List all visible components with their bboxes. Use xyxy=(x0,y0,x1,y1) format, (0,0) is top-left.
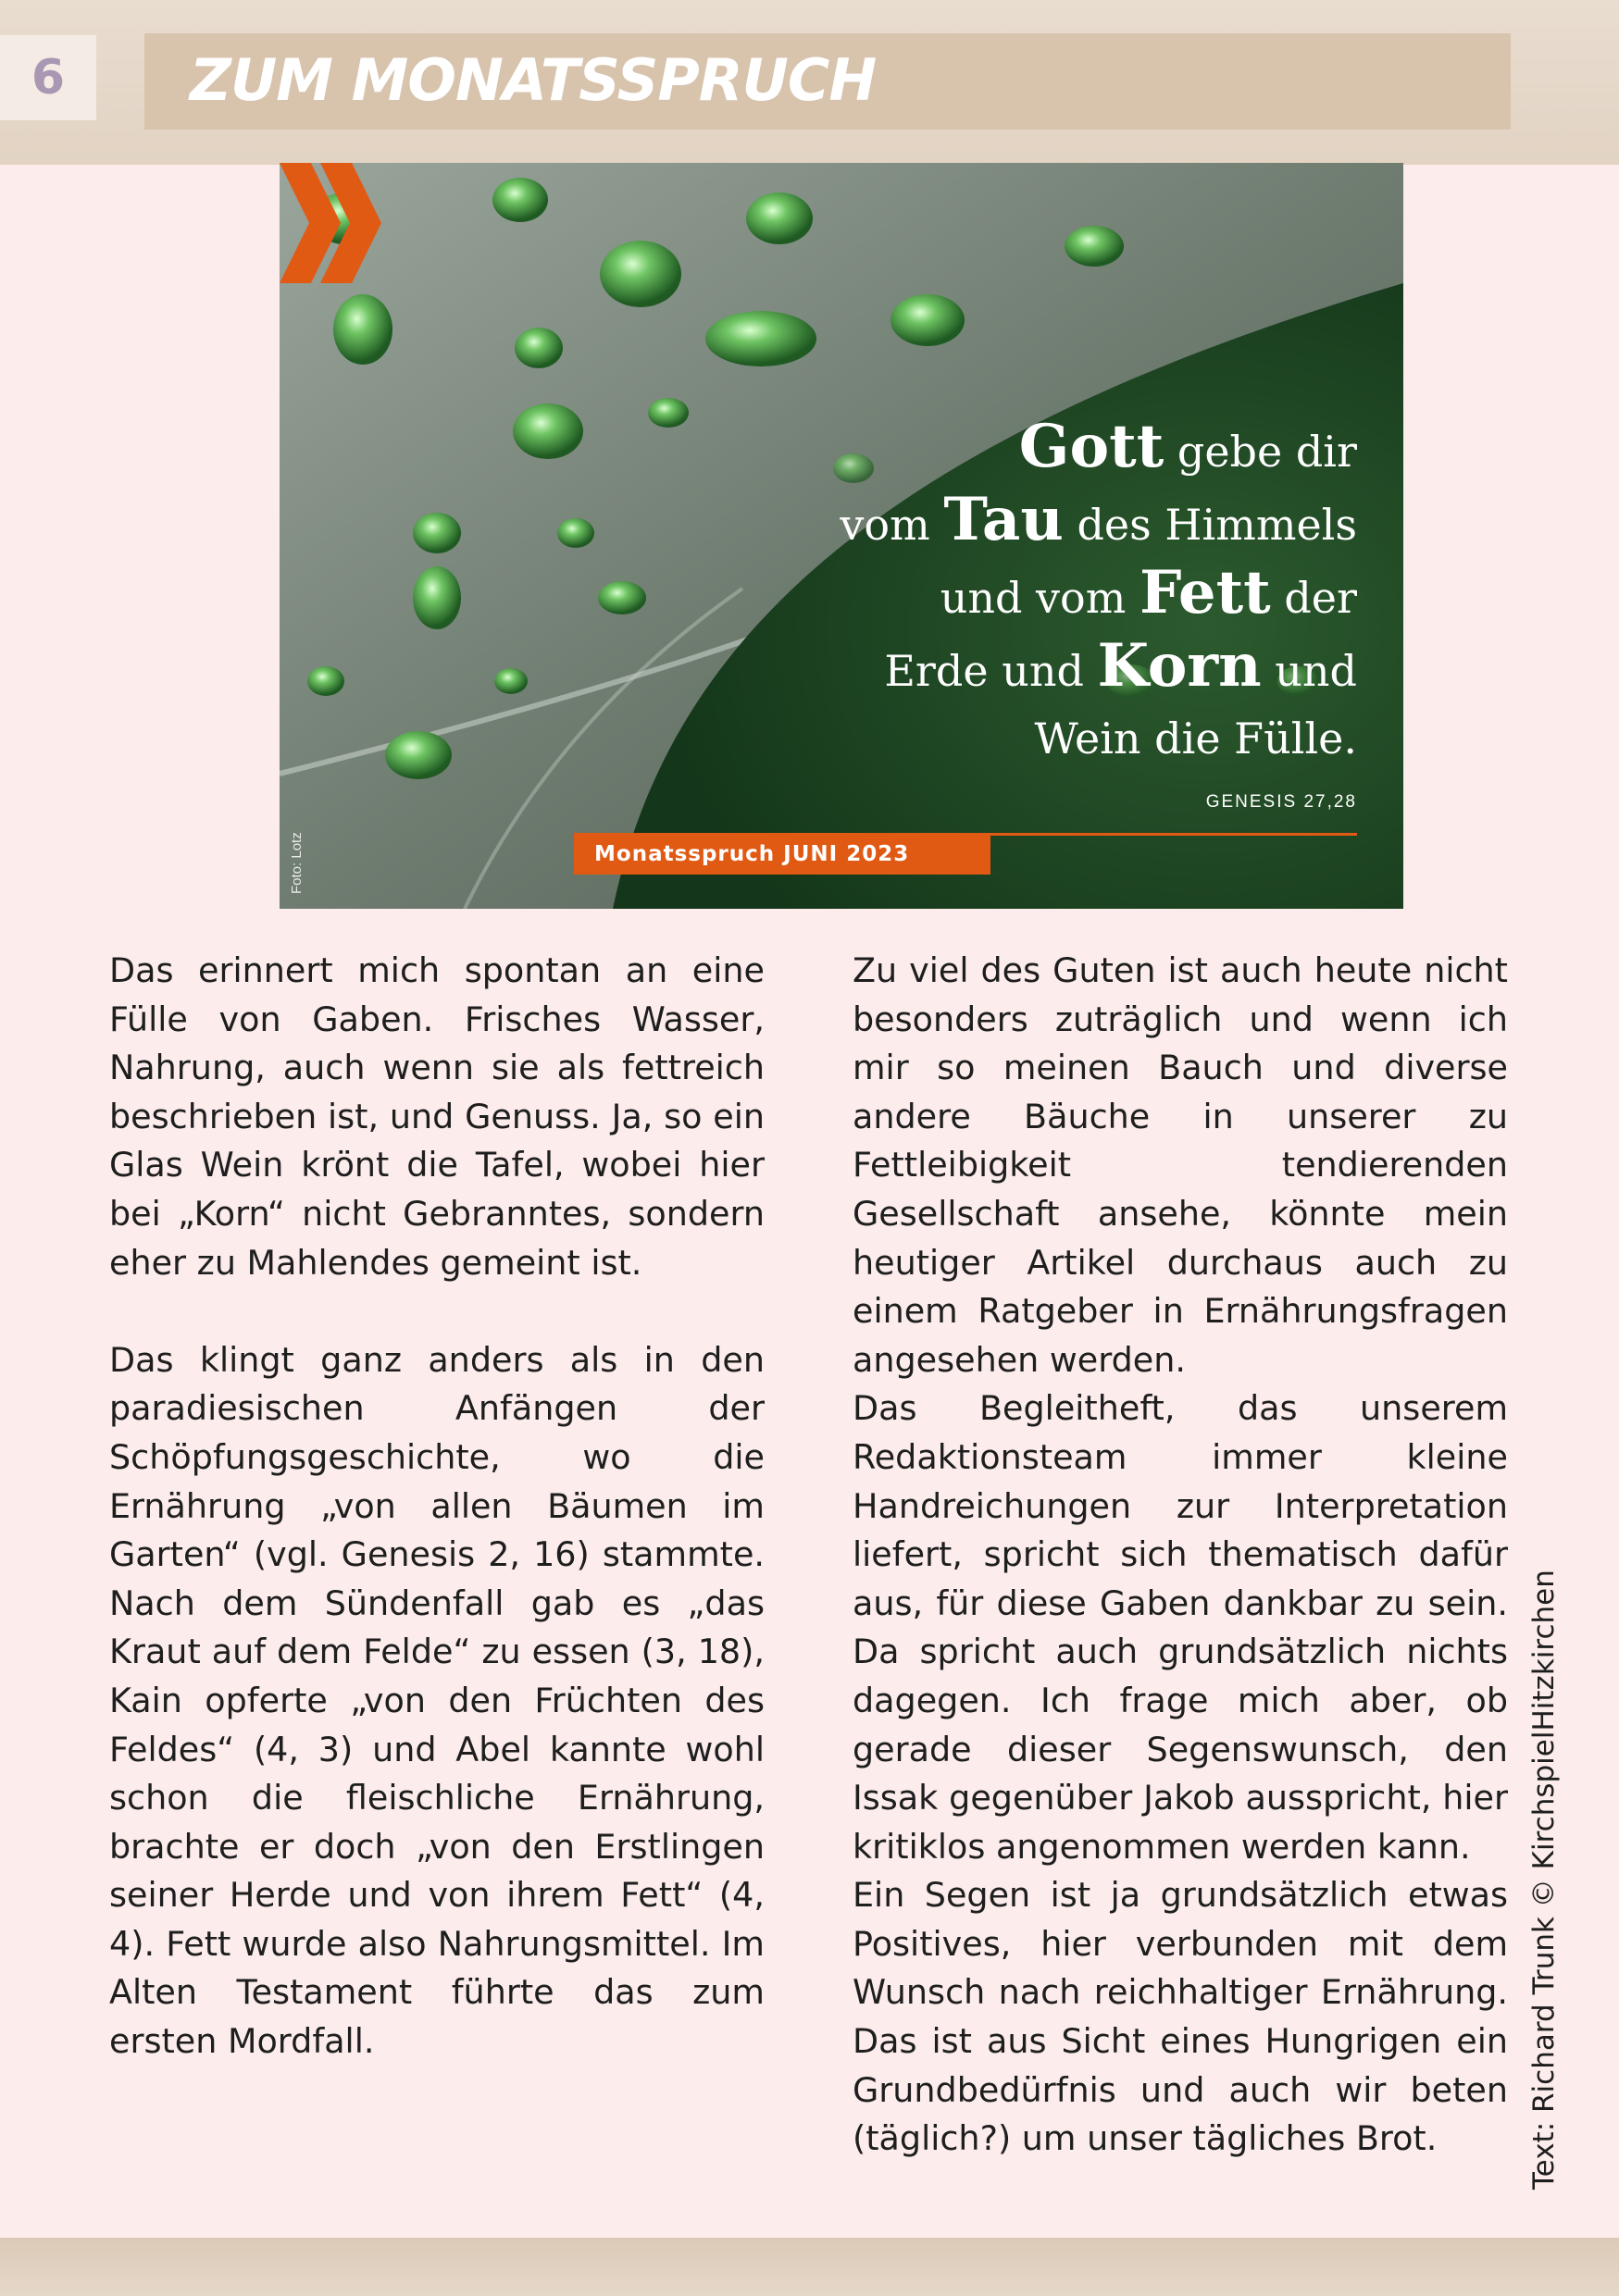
verse-line: Wein die Fülle. xyxy=(1034,714,1357,763)
article-column-left xyxy=(109,947,765,2066)
paragraph: Das Begleitheft, das unserem Redaktionsteam immer kleine Handreichungen zur Interpretation liefert, spricht sich thematisch dafür aus, für diese Gaben dankbar zu sein. Da spricht auch grundsätzlich nichts dagegen. Ich frage mich aber, ob gerade dieser Segenswunsch, den Issak gegenüber Jakob ausspricht, hier kritiklos angenommen werden kann. xyxy=(853,1388,1508,1867)
author-credit: Text: Richard Trunk © KirchspielHitzkirchen xyxy=(1527,1570,1561,2190)
photo-credit: Foto: Lotz xyxy=(289,832,305,894)
footer-background xyxy=(0,2238,1619,2296)
page-title: ZUM MONATSSPRUCH xyxy=(190,46,877,114)
verse-line: und vom Fett der xyxy=(940,558,1357,627)
paragraph: Das klingt ganz anders als in den paradiesischen Anfängen der Schöpfungsgeschichte, wo die Ernährung „von allen Bäumen im Garten“ (vgl. Genesis 2, 16) stammte. Nach dem Sündenfall gab es „das Kraut auf dem Felde“ zu essen (3, 18), Kain opferte „von den Früchten des Feldes“ (4, 3) und Abel kannte wohl schon die fleischliche Ernährung, brachte er doch „von den Erstlingen seiner Herde und von ihrem Fett“ (4, 4). Fett wurde also Nahrungsmittel. Im Alten Testament führte das zum ersten Mordfall. xyxy=(109,1339,765,2062)
paragraph: Zu viel des Guten ist auch heute nicht besonders zuträglich und wenn ich mir so meinen Bauch und diverse andere Bäuche in unserer zu Fettleibigkeit tendierenden Gesellschaft ansehe, könnte mein heutiger Artikel durchaus auch zu einem Ratgeber in Ernährungsfragen angesehen werden. xyxy=(853,950,1508,1380)
verse-reference: GENESIS 27,28 xyxy=(1205,792,1357,812)
monthly-verse-image xyxy=(280,163,1403,909)
paragraph: Das erinnert mich spontan an eine Fülle von Gaben. Frisches Wasser, Nahrung, auch wenn sie als fettreich beschrieben ist, und Genuss. Ja, so ein Glas Wein krönt die Tafel, wobei hier bei „Korn“ nicht Gebranntes, sondern eher zu Mahlendes gemeint ist. xyxy=(109,950,765,1283)
verse-line: Erde und Korn und xyxy=(884,631,1357,701)
verse-text xyxy=(709,413,1357,773)
verse-line: vom Tau des Himmels xyxy=(840,485,1357,554)
article-column-right xyxy=(853,947,1508,2164)
page-number: 6 xyxy=(0,35,96,120)
quote-mark-icon xyxy=(280,163,381,283)
paragraph: Ein Segen ist ja grundsätzlich etwas Positives, hier verbunden mit dem Wunsch nach reichhaltiger Ernährung. Das ist aus Sicht eines Hungrigen ein Grundbedürfnis und auch wir beten (täglich?) um unser tägliches Brot. xyxy=(853,1875,1508,2159)
verse-line: Gott gebe dir xyxy=(1018,412,1357,481)
monthly-label: Monatsspruch JUNI 2023 xyxy=(574,834,990,875)
